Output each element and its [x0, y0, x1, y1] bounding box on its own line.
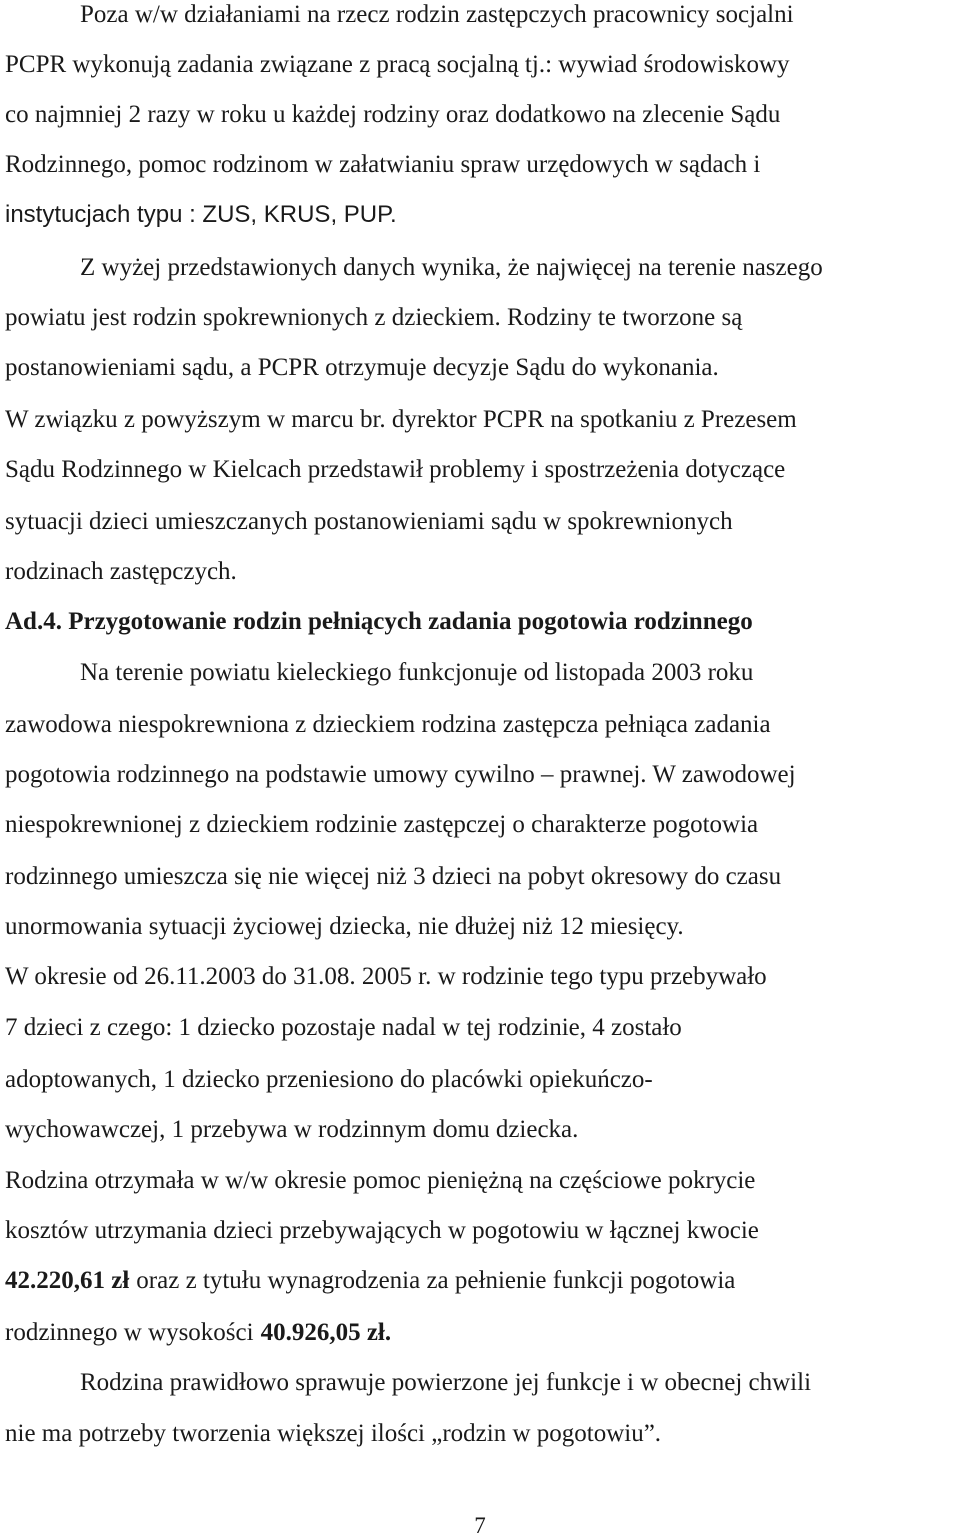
line-text: niespokrewnionej z dzieckiem rodzinie zastępczej o charakterze pogotowia — [5, 811, 759, 838]
line-text: unormowania sytuacji życiowej dziecka, nie dłużej niż 12 miesięcy. — [5, 913, 684, 940]
text-line — [5, 405, 955, 435]
text-line — [5, 1166, 955, 1196]
page-number: 7 — [474, 1513, 486, 1538]
line-text: Poza w/w działaniami na rzecz rodzin zastępczych pracownicy socjalni — [80, 1, 794, 28]
text-line — [5, 1368, 955, 1398]
line-text: zawodowa niespokrewniona z dzieckiem rodzina zastępcza pełniąca zadania — [5, 711, 771, 738]
line-text: instytucjach typu : ZUS, KRUS, PUP. — [5, 201, 397, 228]
line-text: kosztów utrzymania dzieci przebywających w pogotowiu w łącznej kwocie — [5, 1217, 759, 1244]
text-line — [5, 1266, 955, 1296]
text-line — [5, 1419, 955, 1449]
line-text: Sądu Rodzinnego w Kielcach przedstawił problemy i spostrzeżenia dotyczące — [5, 456, 786, 483]
text-line — [5, 1216, 955, 1246]
amount-bold: 40.926,05 zł. — [260, 1319, 392, 1346]
text-line — [5, 962, 955, 992]
text-line — [5, 557, 955, 587]
line-text: W związku z powyższym w marcu br. dyrektor PCPR na spotkaniu z Prezesem — [5, 406, 797, 433]
text-line — [5, 0, 955, 30]
line-text: Na terenie powiatu kieleckiego funkcjonuje od listopada 2003 roku — [80, 659, 754, 686]
section-heading: Ad.4. Przygotowanie rodzin pełniących zadania pogotowia rodzinnego — [5, 608, 753, 635]
line-text: Z wyżej przedstawionych danych wynika, że najwięcej na terenie naszego — [80, 254, 823, 281]
text-line — [5, 810, 955, 840]
text-line — [5, 455, 955, 485]
text-line — [5, 50, 955, 80]
line-text: co najmniej 2 razy w roku u każdej rodziny oraz dodatkowo na zlecenie Sądu — [5, 101, 781, 128]
text-line — [5, 507, 955, 537]
line-text: postanowieniami sądu, a PCPR otrzymuje decyzje Sądu do wykonania. — [5, 354, 719, 381]
line-text: W okresie od 26.11.2003 do 31.08. 2005 r. w rodzinie tego typu przebywało — [5, 963, 767, 990]
text-line — [5, 710, 955, 740]
line-text: rodzinnego w wysokości — [5, 1319, 254, 1346]
text-line — [5, 253, 955, 283]
text-line — [5, 353, 955, 383]
amount-bold: 42.220,61 zł — [5, 1267, 130, 1294]
line-text: Rodzinnego, pomoc rodzinom w załatwianiu spraw urzędowych w sądach i — [5, 151, 761, 178]
text-line — [5, 760, 955, 790]
text-line — [5, 200, 955, 230]
line-text: 7 dzieci z czego: 1 dziecko pozostaje nadal w tej rodzinie, 4 zostało — [5, 1014, 682, 1041]
line-text: pogotowia rodzinnego na podstawie umowy cywilno – prawnej. W zawodowej — [5, 761, 796, 788]
text-line — [5, 150, 955, 180]
text-line — [5, 862, 955, 892]
text-line — [5, 658, 955, 688]
line-text: Rodzina otrzymała w w/w okresie pomoc pieniężną na częściowe pokrycie — [5, 1167, 756, 1194]
text-line — [5, 1065, 955, 1095]
line-text: wychowawczej, 1 przebywa w rodzinnym domu dziecka. — [5, 1116, 579, 1143]
line-text: rodzinnego umieszcza się nie więcej niż 3 dzieci na pobyt okresowy do czasu — [5, 863, 782, 890]
line-text: powiatu jest rodzin spokrewnionych z dzieckiem. Rodziny te tworzone są — [5, 304, 743, 331]
line-text: sytuacji dzieci umieszczanych postanowieniami sądu w spokrewnionych — [5, 508, 733, 535]
text-line — [5, 912, 955, 942]
text-line — [5, 1115, 955, 1145]
text-line — [5, 303, 955, 333]
line-text: rodzinach zastępczych. — [5, 558, 237, 585]
text-line — [5, 1318, 955, 1348]
line-text: oraz z tytułu wynagrodzenia za pełnienie funkcji pogotowia — [136, 1267, 736, 1294]
line-text: adoptowanych, 1 dziecko przeniesiono do placówki opiekuńczo- — [5, 1066, 653, 1093]
line-text: nie ma potrzeby tworzenia większej ilości „rodzin w pogotowiu”. — [5, 1420, 662, 1447]
line-text: Rodzina prawidłowo sprawuje powierzone jej funkcje i w obecnej chwili — [80, 1369, 812, 1396]
text-line — [5, 1013, 955, 1043]
text-line — [5, 100, 955, 130]
line-text: PCPR wykonują zadania związane z pracą socjalną tj.: wywiad środowiskowy — [5, 51, 790, 78]
